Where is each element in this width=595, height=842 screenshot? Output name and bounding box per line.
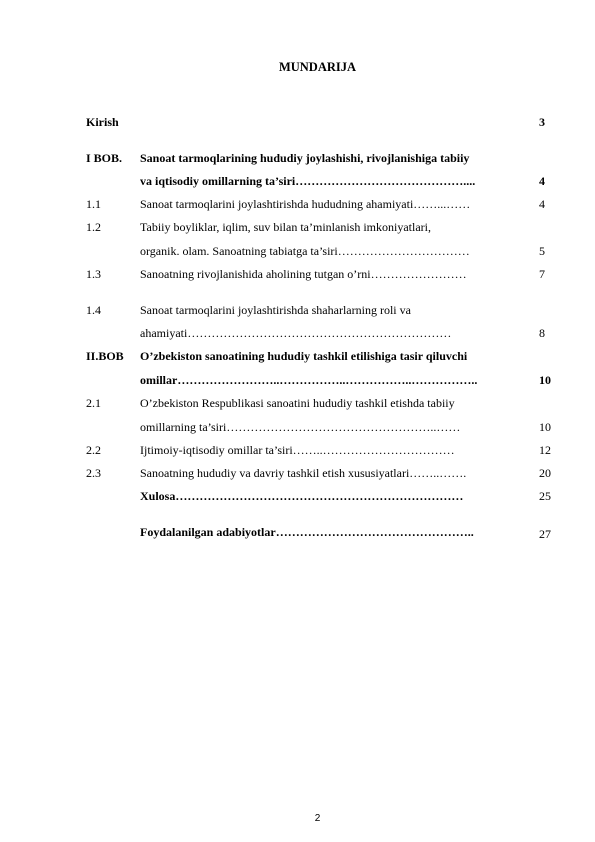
toc-entry-title: Ijtimoiy-iqtisodiy omillar ta’siri……..…………………………… <box>140 443 455 457</box>
toc-entry-title: omillarning ta’siri……………………………………………..…… <box>140 420 461 434</box>
toc-entry-title: Sanoat tarmoqlarini joylashtirishda hududning ahamiyati……...…… <box>140 197 471 211</box>
toc-entry-title: va iqtisodiy omillarning ta’siri…………………………………….... <box>140 174 476 188</box>
toc-entry-title: Sanoatning rivojlanishida aholining tutgan o’rni…………………… <box>140 267 467 281</box>
toc-entry-number: Kirish <box>86 115 119 129</box>
toc-entry-title: O’zbekiston sanoatining hududiy tashkil etilishiga tasir qiluvchi <box>140 349 468 363</box>
toc-entry-page: 7 <box>539 267 545 281</box>
toc-entry-page: 10 <box>539 373 551 387</box>
toc-entry-number: I BOB. <box>86 151 123 165</box>
toc-entry-title: O’zbekiston Respublikasi sanoatini hududiy tashkil etishda tabiiy <box>140 396 455 410</box>
toc-entry-title: Foydalanilgan adabiyotlar………………………………………….. <box>140 525 474 539</box>
toc-entry-title: omillar……………………..……………..……………..…………….. <box>140 373 478 387</box>
toc-entry-number: 2.1 <box>86 396 101 410</box>
toc-entry-number: 1.3 <box>86 267 101 281</box>
toc-entry-number: 1.2 <box>86 220 101 234</box>
toc-entry-number: 2.2 <box>86 443 101 457</box>
toc-entry-title: Sanoat tarmoqlarini joylashtirishda shaharlarning roli va <box>140 303 411 317</box>
toc-entry-title: organik. olam. Sanoatning tabiatga ta’siri…………………………… <box>140 244 470 258</box>
toc-entry-number: 1.1 <box>86 197 101 211</box>
toc-entry-number: 2.3 <box>86 466 101 480</box>
toc-entry-number: 1.4 <box>86 303 101 317</box>
toc-entry-title: Tabiiy boyliklar, iqlim, suv bilan ta’minlanish imkoniyatlari, <box>140 220 431 234</box>
toc-entry-page: 10 <box>539 420 551 434</box>
toc-entry-page: 3 <box>539 115 545 129</box>
toc-entry-title: Xulosa……………………………………………………………… <box>140 489 464 503</box>
toc-entry-page: 27 <box>539 527 551 541</box>
toc-entry-number: II.BOB <box>86 349 124 363</box>
toc-entry-page: 4 <box>539 174 545 188</box>
toc-entry-page: 8 <box>539 326 545 340</box>
toc-entry-page: 25 <box>539 489 551 503</box>
toc-entry-page: 20 <box>539 466 551 480</box>
toc-entry-title: ahamiyati………………………………………………………… <box>140 326 452 340</box>
toc-entry-title: Sanoat tarmoqlarining hududiy joylashishi, rivojlanishiga tabiiy <box>140 151 470 165</box>
toc-entry-page: 12 <box>539 443 551 457</box>
page-title: MUNDARIJA <box>278 60 357 74</box>
toc-entry-page: 5 <box>539 244 545 258</box>
page-number: 2 <box>314 813 321 824</box>
toc-entry-page: 4 <box>539 197 545 211</box>
toc-entry-title: Sanoatning hududiy va davriy tashkil etish xususiyatlari……..……. <box>140 466 467 480</box>
